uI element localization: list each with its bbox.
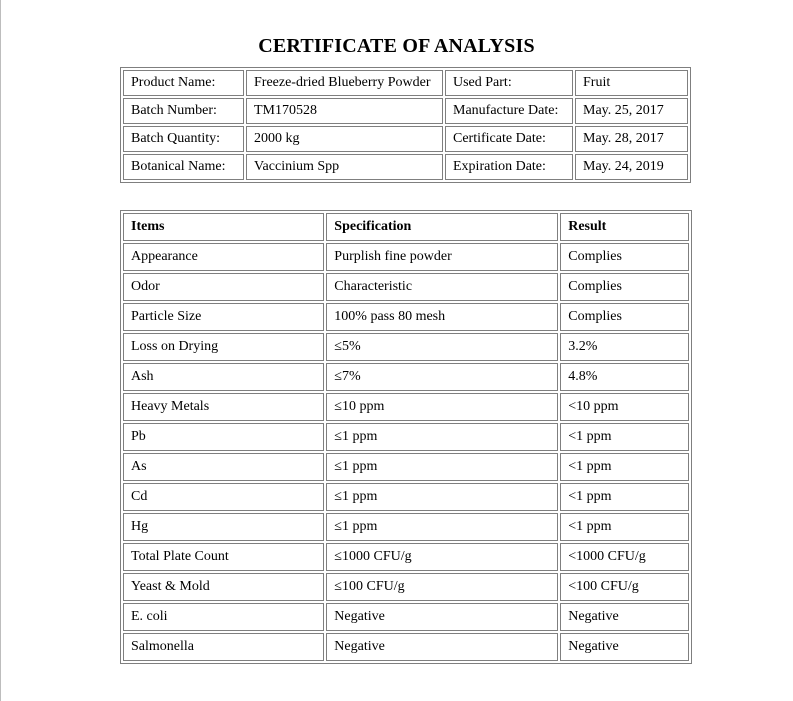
specification-cell: Negative	[326, 633, 558, 661]
header-specification: Specification	[326, 213, 558, 241]
analysis-header-row	[123, 213, 689, 241]
info-row	[123, 98, 688, 124]
specification-cell: ≤1 ppm	[326, 423, 558, 451]
info-row	[123, 70, 688, 96]
table-row	[123, 633, 689, 661]
table-row	[123, 573, 689, 601]
expiration-date-label: Expiration Date:	[445, 154, 573, 180]
analysis-table	[120, 210, 692, 664]
batch-number-label: Batch Number:	[123, 98, 244, 124]
table-row	[123, 543, 689, 571]
result-cell: <1 ppm	[560, 423, 689, 451]
batch-number-value: TM170528	[246, 98, 443, 124]
item-cell: Total Plate Count	[123, 543, 324, 571]
item-cell: Yeast & Mold	[123, 573, 324, 601]
info-row	[123, 154, 688, 180]
manufacture-date-label: Manufacture Date:	[445, 98, 573, 124]
certificate-date-value: May. 28, 2017	[575, 126, 688, 152]
specification-cell: ≤1 ppm	[326, 453, 558, 481]
item-cell: Odor	[123, 273, 324, 301]
item-cell: Pb	[123, 423, 324, 451]
result-cell: Negative	[560, 603, 689, 631]
item-cell: Heavy Metals	[123, 393, 324, 421]
product-name-value: Freeze-dried Blueberry Powder	[246, 70, 443, 96]
table-row	[123, 603, 689, 631]
specification-cell: ≤5%	[326, 333, 558, 361]
item-cell: Particle Size	[123, 303, 324, 331]
used-part-value: Fruit	[575, 70, 688, 96]
item-cell: Hg	[123, 513, 324, 541]
botanical-name-value: Vaccinium Spp	[246, 154, 443, 180]
result-cell: Complies	[560, 243, 689, 271]
result-cell: Complies	[560, 273, 689, 301]
info-row	[123, 126, 688, 152]
result-cell: <1 ppm	[560, 453, 689, 481]
table-row	[123, 273, 689, 301]
manufacture-date-value: May. 25, 2017	[575, 98, 688, 124]
specification-cell: ≤7%	[326, 363, 558, 391]
result-cell: <1 ppm	[560, 513, 689, 541]
result-cell: <1000 CFU/g	[560, 543, 689, 571]
specification-cell: Purplish fine powder	[326, 243, 558, 271]
product-info-table	[120, 67, 691, 183]
table-row	[123, 423, 689, 451]
specification-cell: 100% pass 80 mesh	[326, 303, 558, 331]
specification-cell: ≤1000 CFU/g	[326, 543, 558, 571]
item-cell: Salmonella	[123, 633, 324, 661]
expiration-date-value: May. 24, 2019	[575, 154, 688, 180]
result-cell: Complies	[560, 303, 689, 331]
specification-cell: Negative	[326, 603, 558, 631]
batch-quantity-label: Batch Quantity:	[123, 126, 244, 152]
header-items: Items	[123, 213, 324, 241]
result-cell: <1 ppm	[560, 483, 689, 511]
table-row	[123, 363, 689, 391]
table-row	[123, 393, 689, 421]
table-row	[123, 303, 689, 331]
item-cell: Cd	[123, 483, 324, 511]
item-cell: Appearance	[123, 243, 324, 271]
result-cell: 3.2%	[560, 333, 689, 361]
certificate-date-label: Certificate Date:	[445, 126, 573, 152]
table-row	[123, 483, 689, 511]
result-cell: <10 ppm	[560, 393, 689, 421]
product-name-label: Product Name:	[123, 70, 244, 96]
item-cell: As	[123, 453, 324, 481]
page-title: CERTIFICATE OF ANALYSIS	[258, 35, 535, 57]
table-row	[123, 243, 689, 271]
item-cell: E. coli	[123, 603, 324, 631]
specification-cell: ≤10 ppm	[326, 393, 558, 421]
result-cell: 4.8%	[560, 363, 689, 391]
item-cell: Ash	[123, 363, 324, 391]
header-result: Result	[560, 213, 689, 241]
botanical-name-label: Botanical Name:	[123, 154, 244, 180]
specification-cell: Characteristic	[326, 273, 558, 301]
specification-cell: ≤1 ppm	[326, 513, 558, 541]
batch-quantity-value: 2000 kg	[246, 126, 443, 152]
item-cell: Loss on Drying	[123, 333, 324, 361]
table-row	[123, 453, 689, 481]
specification-cell: ≤100 CFU/g	[326, 573, 558, 601]
result-cell: Negative	[560, 633, 689, 661]
result-cell: <100 CFU/g	[560, 573, 689, 601]
specification-cell: ≤1 ppm	[326, 483, 558, 511]
table-row	[123, 513, 689, 541]
page-left-border	[0, 0, 1, 701]
table-row	[123, 333, 689, 361]
used-part-label: Used Part:	[445, 70, 573, 96]
